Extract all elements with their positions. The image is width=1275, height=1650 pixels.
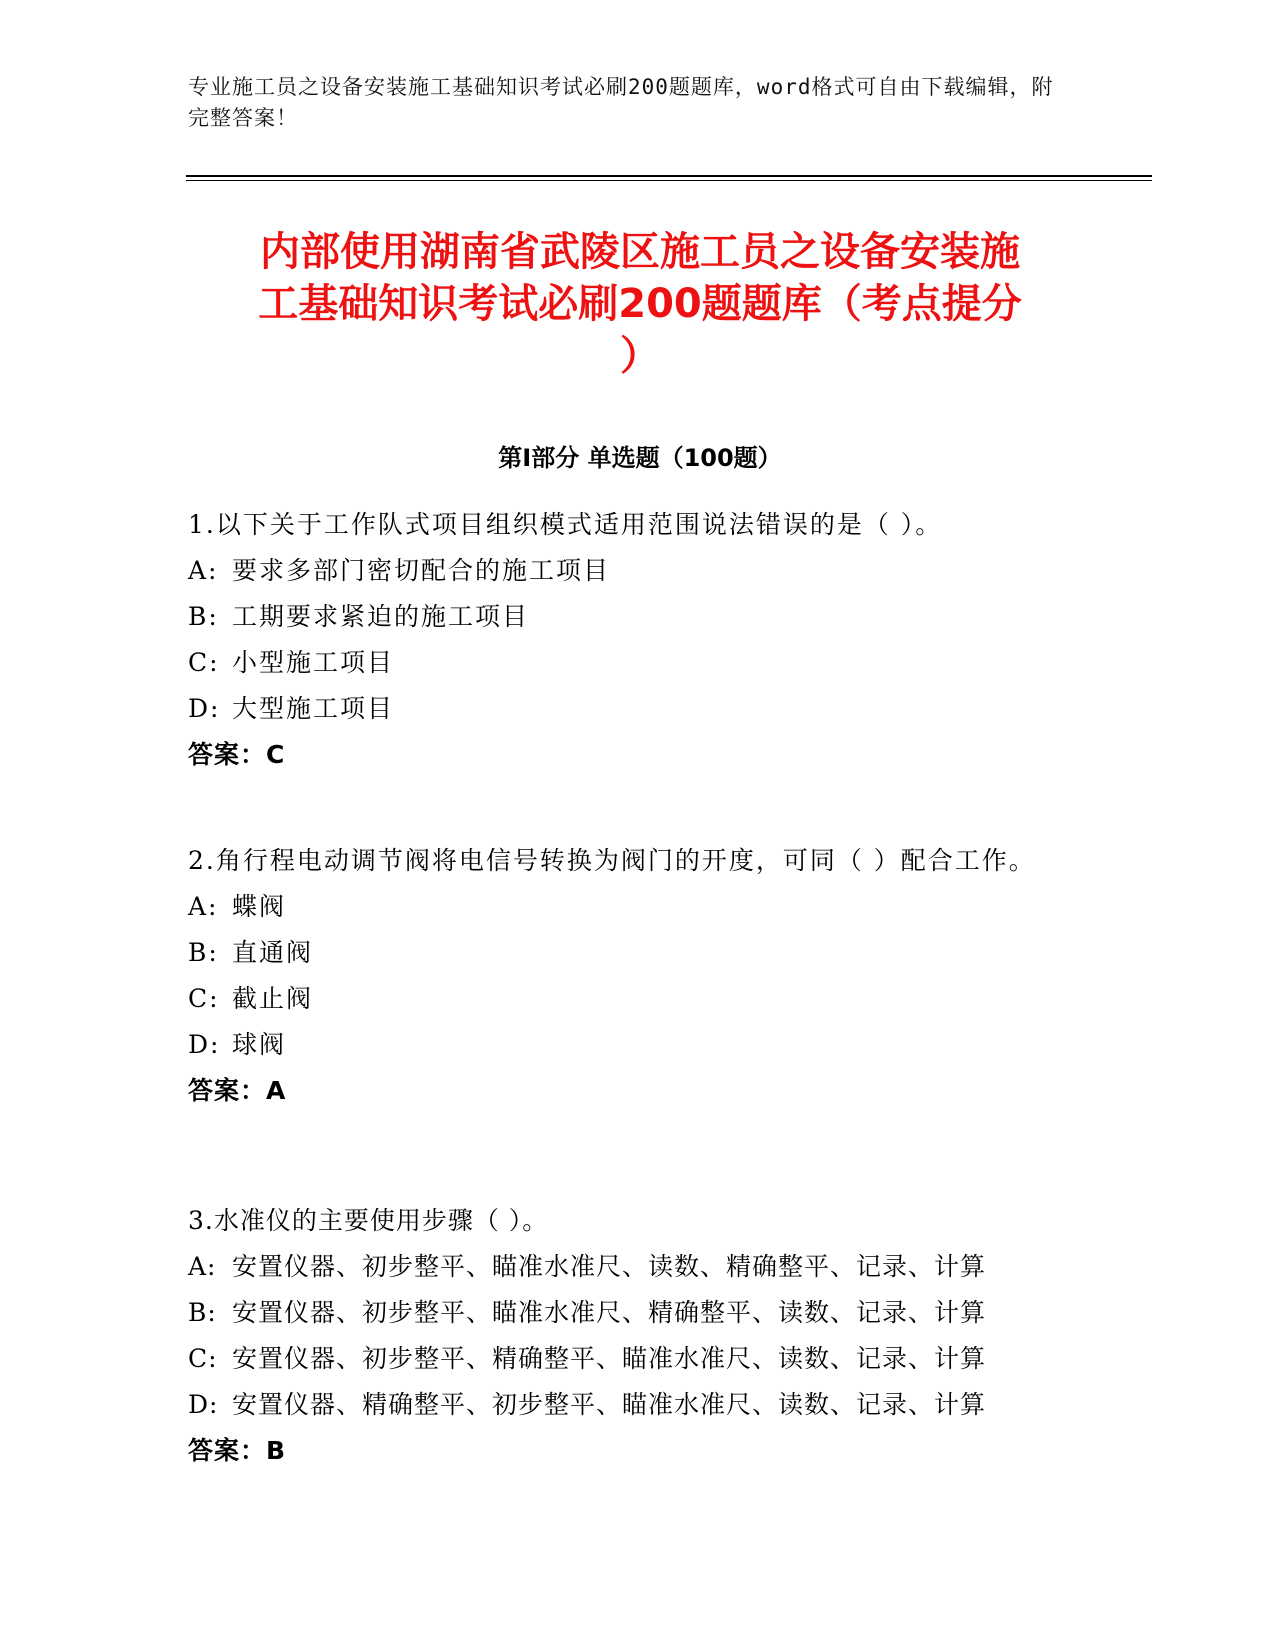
option-d	[188, 1022, 1068, 1068]
option-letter: D:	[188, 1390, 219, 1419]
question-3	[188, 1198, 1088, 1474]
header-note: 专业施工员之设备安装施工基础知识考试必刷200题题库，word格式可自由下载编辑，附完整答案！	[188, 75, 1054, 130]
option-letter: C:	[188, 1344, 218, 1373]
option-text: 截止阀	[232, 984, 314, 1013]
answer: 答案：A	[188, 1076, 287, 1105]
option-d	[188, 1382, 1088, 1428]
title-line-1: 内部使用湖南省武陵区施工员之设备安装施	[260, 229, 1020, 275]
option-a	[188, 1244, 1088, 1290]
question-stem: 2.角行程电动调节阀将电信号转换为阀门的开度，可同（ ）配合工作。	[188, 846, 1036, 875]
option-letter: B:	[188, 602, 219, 631]
option-b	[188, 594, 1088, 640]
option-text: 直通阀	[232, 938, 314, 967]
option-text: 球阀	[232, 1030, 287, 1059]
header-rule-thick	[186, 175, 1152, 177]
title-line-2: 工基础知识考试必刷200题题库（考点提分	[258, 281, 1022, 327]
option-text: 安置仪器、初步整平、瞄准水准尺、读数、精确整平、记录、计算	[232, 1252, 987, 1281]
option-b	[188, 1290, 1088, 1336]
question-stem: 1.以下关于工作队式项目组织模式适用范围说法错误的是（ ）。	[188, 510, 943, 539]
option-b	[188, 930, 1068, 976]
option-letter: B:	[188, 1298, 217, 1327]
option-text: 工期要求紧迫的施工项目	[232, 602, 530, 631]
option-d	[188, 686, 1088, 732]
option-text: 蝶阀	[232, 892, 287, 921]
title-line-3: ）	[620, 333, 660, 379]
option-a	[188, 548, 1088, 594]
option-a	[188, 884, 1068, 930]
option-text: 要求多部门密切配合的施工项目	[232, 556, 611, 585]
document-title	[190, 226, 1090, 382]
answer: 答案：C	[188, 740, 286, 769]
option-letter: C:	[188, 984, 220, 1013]
option-letter: A:	[188, 892, 219, 921]
option-letter: A:	[188, 556, 219, 585]
answer: 答案：B	[188, 1436, 287, 1465]
option-c	[188, 640, 1088, 686]
question-stem: 3.水准仪的主要使用步骤（ ）。	[188, 1206, 549, 1235]
section-title: 第Ⅰ部分 单选题（100题）	[498, 444, 782, 472]
option-letter: D:	[188, 1030, 221, 1059]
option-c	[188, 976, 1068, 1022]
header-rule-thin	[186, 180, 1152, 181]
question-1	[188, 502, 1088, 778]
option-text: 大型施工项目	[232, 694, 395, 723]
option-text: 安置仪器、初步整平、瞄准水准尺、精确整平、读数、记录、计算	[232, 1298, 987, 1327]
option-letter: A:	[188, 1252, 217, 1281]
option-text: 安置仪器、精确整平、初步整平、瞄准水准尺、读数、记录、计算	[232, 1390, 987, 1419]
option-letter: B:	[188, 938, 219, 967]
option-letter: D:	[188, 694, 221, 723]
question-2	[188, 838, 1068, 1114]
option-text: 小型施工项目	[232, 648, 395, 677]
option-letter: C:	[188, 648, 220, 677]
option-text: 安置仪器、初步整平、精确整平、瞄准水准尺、读数、记录、计算	[232, 1344, 987, 1373]
option-c	[188, 1336, 1088, 1382]
